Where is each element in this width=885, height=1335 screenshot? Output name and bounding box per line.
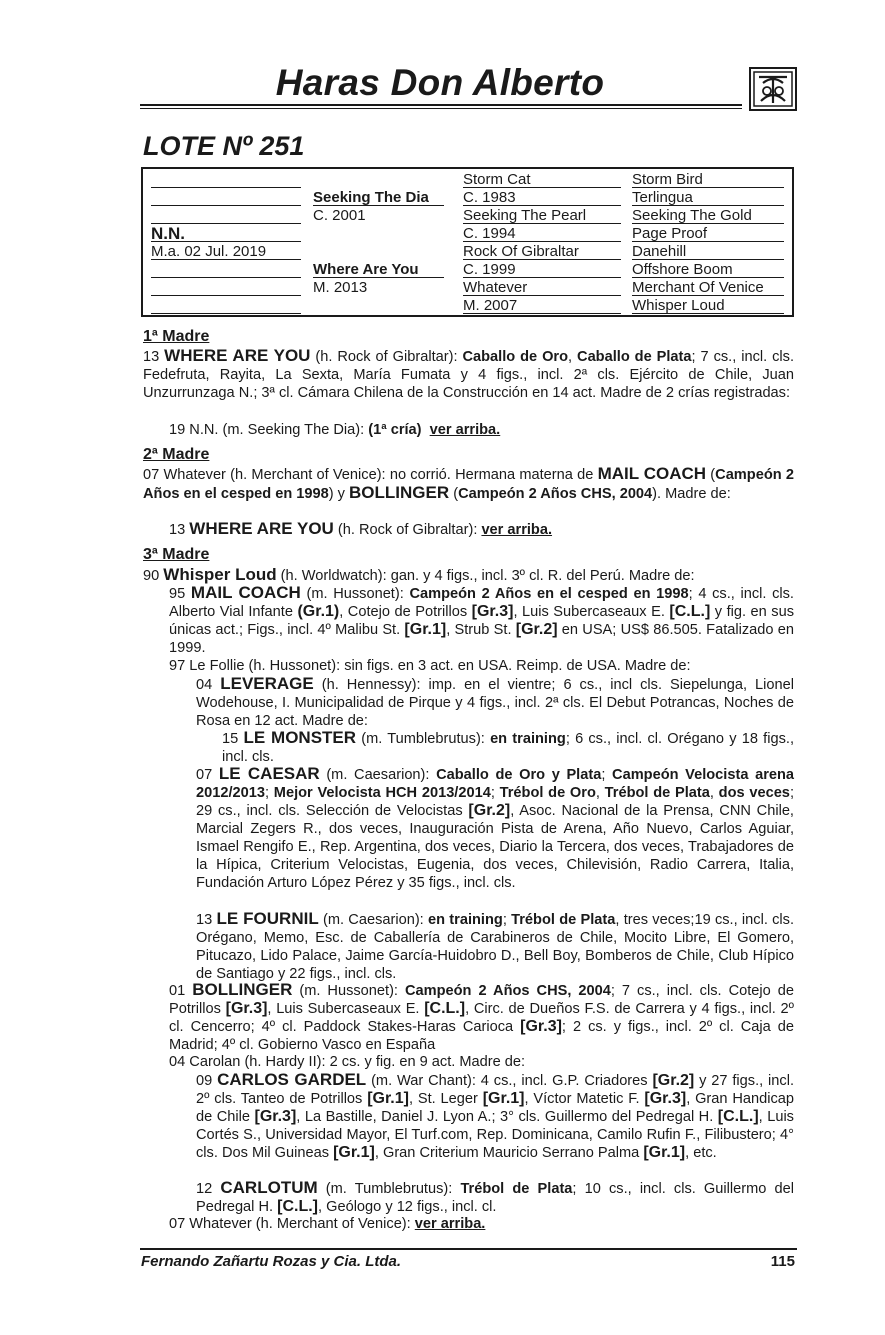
gen4-cell: Terlingua: [632, 189, 693, 206]
offspring-leverage: 04 LEVERAGE (h. Hennessy): imp. en el vientre; 6 cs., incl cls. Siepelunga, Lionel Wodehouse, I. Municipalidad de Pirque y 4 figs., incl. 2ª cls. El Debut Potrancas, Noches de Rosa en 12 act. Madre de:: [196, 674, 794, 729]
section-heading-madre2: 2ª Madre: [143, 446, 210, 463]
offspring-mail-coach: 95 MAIL COACH (m. Hussonet): Campeón 2 Años en el cesped en 1998; 4 cs., incl. cls. Alberto Vial Infante (Gr.1), Cotejo de Potrillos [Gr.3], Luis Subercaseaux E. [C.L.] y fig. en sus únicas act.; Figs., incl. 4º Malibu St. [Gr.1], Strub St. [Gr.2] en USA; US$ 86.505. Fatalizado en 1999.: [169, 583, 794, 656]
offspring-carolan: 04 Carolan (h. Hardy II): 2 cs. y fig. en 9 act. Madre de:: [169, 1054, 526, 1070]
gen4-cell: Seeking The Gold: [632, 207, 752, 224]
gen3-cell: Whatever: [463, 279, 528, 296]
footer-rule: [140, 1248, 797, 1250]
haras-monogram-icon: [749, 67, 797, 111]
sire-year: C. 2001: [313, 207, 366, 224]
gen4-cell: Merchant Of Venice: [632, 279, 764, 296]
dam-year: M. 2013: [313, 279, 368, 296]
offspring-le-follie: 97 Le Follie (h. Hussonet): sin figs. en 3 act. en USA. Reimp. de USA. Madre de:: [169, 658, 691, 674]
madre2-entry: 07 Whatever (h. Merchant of Venice): no corrió. Hermana materna de MAIL COACH (Campeón 2 Años en el cesped en 1998) y BOLLINGER (Campeón 2 Años CHS, 2004). Madre de:: [143, 464, 794, 502]
madre1-offspring: 19 N.N. (m. Seeking The Dia): (1ª cría) ver arriba.: [169, 422, 501, 438]
gen3-cell: Storm Cat: [463, 171, 531, 188]
lot-number: LOTE Nº 251: [143, 131, 305, 161]
offspring-bollinger: 01 BOLLINGER (m. Hussonet): Campeón 2 Años CHS, 2004; 7 cs., incl. cls. Cotejo de Potrillos [Gr.3], Luis Subercaseaux E. [C.L.], Circ. de Dueños F.S. de Carrera y 4 figs., incl. 2º cl. Cencerro; 4º cl. Paddock Stakes-Haras Carioca [Gr.3]; 2 cs. y figs., incl. 2º cl. Caja de Madrid; 4º cl. Gobierno Vasco en España: [169, 980, 794, 1053]
madre3-entry: 90 Whisper Loud (h. Worldwatch): gan. y 4 figs., incl. 3º cl. R. del Perú. Madre de:: [143, 565, 695, 584]
dam-name: Where Are You: [313, 261, 419, 278]
gen3-cell: C. 1999: [463, 261, 516, 278]
offspring-carlos-gardel: 09 CARLOS GARDEL (m. War Chant): 4 cs., incl. G.P. Criadores [Gr.2] y 27 figs., incl. 2º cls. Tanteo de Potrillos [Gr.1], St. Leger [Gr.1], Víctor Matetic F. [Gr.3], Gran Handicap de Chile [Gr.3], La Bastille, Daniel J. Lyon A.; 3° cls. Guillermo del Pedregal H. [C.L.], Luis Cortés S., Universidad Mayor, El Turf.com, Rep. Dominicana, Camilo Rufin F., Filibustero; 4° cls. Dos Mil Guineas [Gr.1], Gran Criterium Mauricio Serrano Palma [Gr.1], etc.: [196, 1070, 795, 1161]
foal-name: N.N.: [151, 224, 185, 243]
header-rule: [140, 104, 742, 106]
gen4-cell: Danehill: [632, 243, 687, 260]
offspring-whatever: 07 Whatever (h. Merchant of Venice): ver arriba.: [169, 1216, 486, 1232]
section-heading-madre1: 1ª Madre: [143, 328, 210, 345]
header-rule-thin: [140, 108, 742, 109]
gen3-cell: Rock Of Gibraltar: [463, 243, 579, 260]
gen3-cell: C. 1994: [463, 225, 516, 242]
offspring-carlotum: 12 CARLOTUM (m. Tumblebrutus): Trébol de Plata; 10 cs., incl. cls. Guillermo del Pedregal H. [C.L.], Geólogo y 12 figs., incl. cl.: [196, 1178, 794, 1215]
section-heading-madre3: 3ª Madre: [143, 546, 210, 563]
offspring-le-monster: 15 LE MONSTER (m. Tumblebrutus): en training; 6 cs., incl. cl. Orégano y 18 figs., incl. cls.: [222, 728, 794, 765]
footer-company: Fernando Zañartu Rozas y Cia. Ltda.: [141, 1253, 402, 1270]
foal-info: M.a. 02 Jul. 2019: [151, 243, 267, 260]
offspring-le-fournil: 13 LE FOURNIL (m. Caesarion): en training; Trébol de Plata, tres veces;19 cs., incl. cls. Orégano, Memo, Esc. de Caballería de Carabineros de Chile, Mocito Libre, El Gomero, Pitucazo, Lido Palace, Jaime García-Huidobro D., Bell Boy, Bomberos de Chile, Club Hípico de Santiago y 22 figs., incl. cls.: [196, 909, 795, 982]
gen3-cell: M. 2007: [463, 297, 518, 314]
sire-name: Seeking The Dia: [313, 189, 429, 206]
gen4-cell: Page Proof: [632, 225, 708, 242]
madre1-entry: 13 WHERE ARE YOU (h. Rock of Gibraltar): Caballo de Oro, Caballo de Plata; 7 cs., incl. cls. Fedefruta, Rayita, La Sexta, María Fumata y 4 figs., incl. 2ª cls. Ejército de Chile, Juan Unzurrunzaga N.; 3ª cl. Cámara Chilena de la Construcción en 14 act. Madre de 2 crías registradas:: [143, 346, 794, 401]
gen3-cell: C. 1983: [463, 189, 516, 206]
page-number: 115: [770, 1253, 795, 1270]
gen4-cell: Offshore Boom: [632, 261, 733, 278]
offspring-le-caesar: 07 LE CAESAR (m. Caesarion): Caballo de Oro y Plata; Campeón Velocista arena 2012/2013; Mejor Velocista HCH 2013/2014; Trébol de Oro, Trébol de Plata, dos veces; 29 cs., incl. cls. Selección de Velocistas [Gr.2], Asoc. Nacional de la Prensa, CNN Chile, Marcial Zegers R., dos veces, Inauguración Pista de Arena, Año Nuevo, Carlos Aguiar, Ismael Rengifo E., Rep. Argentina, dos veces, Diario la Tercera, dos veces, Trabajadores de la Hípica, Criterium Velocistas, Eugenia, dos veces, Chilevisión, Radio Carrera, Italia, Fundación Arturo López Pérez y 35 figs., incl. cls.: [196, 764, 795, 891]
gen4-cell: Whisper Loud: [632, 297, 725, 314]
pedigree-table: [141, 167, 794, 317]
gen4-cell: Storm Bird: [632, 171, 703, 188]
gen3-cell: Seeking The Pearl: [463, 207, 587, 224]
madre2-offspring: 13 WHERE ARE YOU (h. Rock of Gibraltar): ver arriba.: [169, 519, 553, 538]
page-title: Haras Don Alberto: [275, 62, 605, 103]
